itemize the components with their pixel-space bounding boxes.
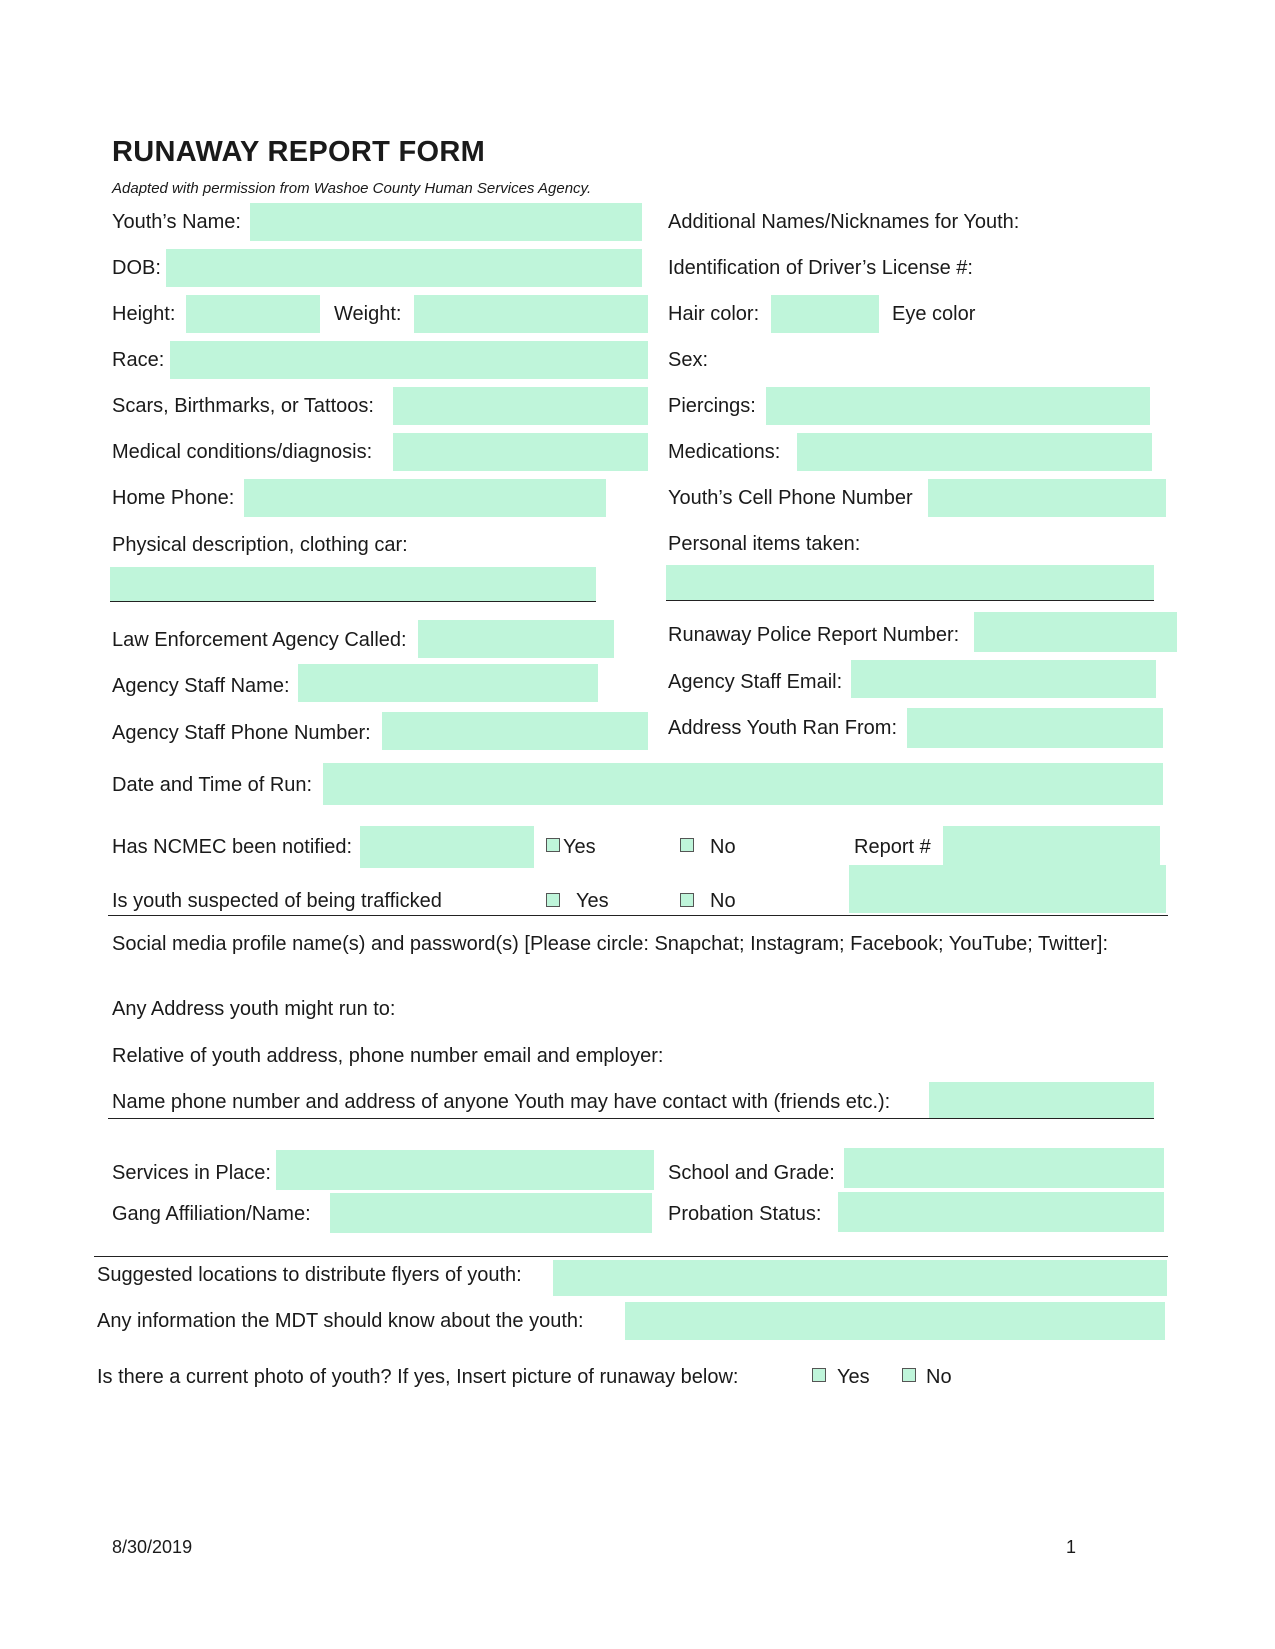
relative-label: Relative of youth address, phone number email and employer: bbox=[112, 1045, 664, 1067]
staff-email-field[interactable] bbox=[851, 660, 1156, 698]
flyers-label: Suggested locations to distribute flyers of youth: bbox=[97, 1264, 522, 1286]
physical-desc-field[interactable] bbox=[110, 567, 596, 601]
eye-color-label: Eye color bbox=[892, 303, 976, 325]
trafficked-no-label: No bbox=[710, 890, 736, 912]
form-subtitle: Adapted with permission from Washoe County Human Services Agency. bbox=[112, 180, 592, 197]
staff-name-field[interactable] bbox=[298, 664, 598, 702]
weight-label: Weight: bbox=[334, 303, 402, 325]
id-license-label: Identification of Driver’s License #: bbox=[668, 257, 973, 279]
piercings-label: Piercings: bbox=[668, 395, 756, 417]
height-label: Height: bbox=[112, 303, 176, 325]
medications-label: Medications: bbox=[668, 441, 781, 463]
school-field[interactable] bbox=[844, 1148, 1164, 1188]
page-number: 1 bbox=[1066, 1537, 1077, 1557]
sex-label: Sex: bbox=[668, 349, 709, 371]
trafficked-yes-checkbox[interactable] bbox=[546, 893, 560, 907]
photo-yes-checkbox[interactable] bbox=[812, 1368, 826, 1382]
hair-color-label: Hair color: bbox=[668, 303, 760, 325]
photo-no-checkbox[interactable] bbox=[902, 1368, 916, 1382]
address-ran-from-field[interactable] bbox=[907, 708, 1163, 748]
scars-label: Scars, Birthmarks, or Tattoos: bbox=[112, 395, 374, 417]
contacts-label: Name phone number and address of anyone Youth may have contact with (friends etc.): bbox=[112, 1091, 891, 1113]
police-report-field[interactable] bbox=[974, 612, 1177, 652]
medical-label: Medical conditions/diagnosis: bbox=[112, 441, 373, 463]
divider-2 bbox=[108, 1118, 1154, 1119]
dob-label: DOB: bbox=[112, 257, 161, 279]
photo-yes-label: Yes bbox=[837, 1366, 870, 1388]
mdt-info-label: Any information the MDT should know about the youth: bbox=[97, 1310, 584, 1332]
personal-items-underline bbox=[666, 600, 1154, 601]
race-label: Race: bbox=[112, 349, 165, 371]
hair-color-field[interactable] bbox=[771, 295, 879, 333]
mdt-info-field[interactable] bbox=[625, 1302, 1165, 1340]
report-number-field[interactable] bbox=[943, 826, 1160, 866]
trafficked-no-checkbox[interactable] bbox=[680, 893, 694, 907]
ncmec-label: Has NCMEC been notified: bbox=[112, 836, 353, 858]
height-field[interactable] bbox=[186, 295, 320, 333]
ncmec-yes-checkbox[interactable] bbox=[546, 838, 560, 852]
flyers-field[interactable] bbox=[553, 1260, 1167, 1296]
trafficked-notes-field[interactable] bbox=[849, 865, 1166, 913]
date-time-run-label: Date and Time of Run: bbox=[112, 774, 313, 796]
gang-field[interactable] bbox=[330, 1193, 652, 1233]
services-label: Services in Place: bbox=[112, 1162, 271, 1184]
cell-phone-label: Youth’s Cell Phone Number bbox=[668, 487, 913, 509]
scars-field[interactable] bbox=[393, 387, 648, 425]
services-field[interactable] bbox=[276, 1150, 654, 1190]
medical-field[interactable] bbox=[393, 433, 648, 471]
personal-items-field[interactable] bbox=[666, 565, 1154, 601]
ncmec-yes-label: Yes bbox=[563, 836, 596, 858]
personal-items-label: Personal items taken: bbox=[668, 533, 861, 555]
address-ran-from-label: Address Youth Ran From: bbox=[668, 717, 898, 739]
form-title: RUNAWAY REPORT FORM bbox=[112, 136, 486, 168]
photo-no-label: No bbox=[926, 1366, 952, 1388]
medications-field[interactable] bbox=[797, 433, 1152, 471]
photo-label: Is there a current photo of youth? If yes, Insert picture of runaway below: bbox=[97, 1366, 739, 1388]
law-agency-label: Law Enforcement Agency Called: bbox=[112, 629, 407, 651]
footer-date: 8/30/2019 bbox=[112, 1537, 193, 1557]
date-time-run-field[interactable] bbox=[323, 763, 1163, 805]
weight-field[interactable] bbox=[414, 295, 648, 333]
social-media-label: Social media profile name(s) and password(s) [Please circle: Snapchat; Instagram; Facebook; YouTube; Twitter]: bbox=[112, 933, 1109, 955]
home-phone-label: Home Phone: bbox=[112, 487, 235, 509]
ncmec-no-label: No bbox=[710, 836, 736, 858]
piercings-field[interactable] bbox=[766, 387, 1150, 425]
ncmec-field[interactable] bbox=[360, 826, 534, 868]
additional-names-label: Additional Names/Nicknames for Youth: bbox=[668, 211, 1020, 233]
trafficked-label: Is youth suspected of being trafficked bbox=[112, 890, 442, 912]
divider-3 bbox=[94, 1256, 1168, 1257]
ncmec-no-checkbox[interactable] bbox=[680, 838, 694, 852]
physical-desc-underline bbox=[110, 601, 596, 602]
staff-phone-field[interactable] bbox=[382, 712, 648, 750]
staff-name-label: Agency Staff Name: bbox=[112, 675, 290, 697]
trafficked-yes-label: Yes bbox=[576, 890, 609, 912]
police-report-label: Runaway Police Report Number: bbox=[668, 624, 960, 646]
cell-phone-field[interactable] bbox=[928, 479, 1166, 517]
physical-desc-label: Physical description, clothing car: bbox=[112, 534, 408, 556]
school-label: School and Grade: bbox=[668, 1162, 835, 1184]
youth-name-label: Youth’s Name: bbox=[112, 211, 241, 233]
divider-1 bbox=[108, 915, 1168, 916]
race-field[interactable] bbox=[170, 341, 648, 379]
staff-email-label: Agency Staff Email: bbox=[668, 671, 843, 693]
contacts-field[interactable] bbox=[929, 1082, 1154, 1118]
dob-field[interactable] bbox=[166, 249, 642, 287]
law-agency-field[interactable] bbox=[418, 620, 614, 658]
gang-label: Gang Affiliation/Name: bbox=[112, 1203, 311, 1225]
report-number-label: Report # bbox=[854, 836, 931, 858]
run-address-label: Any Address youth might run to: bbox=[112, 998, 396, 1020]
staff-phone-label: Agency Staff Phone Number: bbox=[112, 722, 371, 744]
youth-name-field[interactable] bbox=[250, 203, 642, 241]
home-phone-field[interactable] bbox=[244, 479, 606, 517]
probation-field[interactable] bbox=[838, 1192, 1164, 1232]
probation-label: Probation Status: bbox=[668, 1203, 822, 1225]
